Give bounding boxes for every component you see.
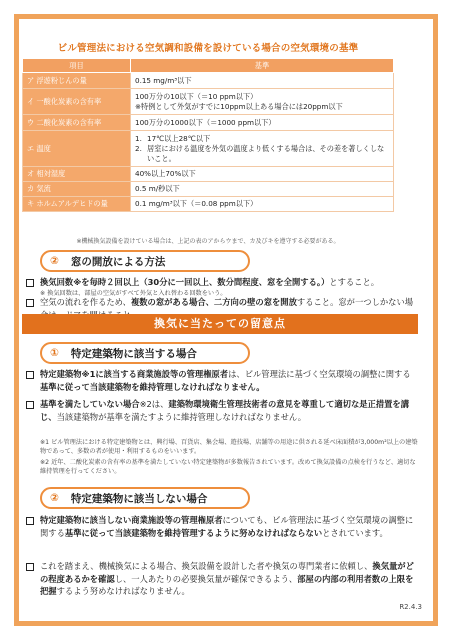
row-value: 0.1 mg/m³以下（＝0.08 ppm以下） <box>131 197 394 212</box>
list-item: 特定建築物※1に該当する商業施設等の管理権原者は、ビル管理法に基づく空気環境の調整に関する基準に従って当該建築物を維持管理しなければなりません。 <box>40 368 418 393</box>
air-quality-table <box>22 58 394 212</box>
footnote: ※2 近年、二酸化炭素の含有率の基準を満たしていない特定建築物が多数報告されています。改めて換気設備の点検を行うなど、適切な維持管理を行ってください。 <box>40 459 416 475</box>
checkbox-icon <box>26 563 34 571</box>
list-item: 特定建築物に該当しない商業施設等の管理権原者についても、ビル管理法に基づく空気環境の調整に関する基準に従って当該建築物を維持管理するように努めなければならないとされています。 <box>40 514 418 539</box>
row-label: オ 相対湿度 <box>23 167 131 182</box>
row-label: ウ 二酸化炭素の含有率 <box>23 115 131 131</box>
notes-banner: 換気に当たっての留意点 <box>22 314 418 334</box>
row-value: 100万分の10以下（＝10 ppm以下） ※特例として外気がすでに10ppm以上ある場合には20ppm以下 <box>131 89 394 115</box>
row-label: イ 一酸化炭素の含有率 <box>23 89 131 115</box>
table-title: ビル管理法における空気調和設備を設けている場合の空気環境の基準 <box>57 43 359 54</box>
row-label: キ ホルムアルデヒドの量 <box>23 197 131 212</box>
case1-heading: ① 特定建築物に該当する場合 <box>40 342 250 364</box>
list-item: 換気回数※を毎時２回以上（30分に一回以上、数分間程度、窓を全開する。）とすること。 ※ 換気回数は、部屋の空気がすべて外気と入れ替わる回数をいう。 <box>40 276 418 298</box>
row-value: 100万分の1000以下（＝1000 ppm以下） <box>131 115 394 131</box>
section-window-heading: ② 窓の開放による方法 <box>40 250 250 272</box>
row-value: 0.15 mg/m³以下 <box>131 73 394 89</box>
row-value: 1. 17℃以上28℃以下 2. 居室における温度を外気の温度より低くする場合は、その差を著しくしないこと。 <box>131 131 394 167</box>
row-label: カ 気流 <box>23 182 131 197</box>
list-item: 基準を満たしていない場合※2は、建築物環境衛生管理技術者の意見を尊重して適切な是正措置を講じ、当該建築物が基準を満たすように維持管理しなければなりません。 <box>40 398 418 423</box>
row-value: 0.5 m/秒以下 <box>131 182 394 197</box>
case2-heading: ② 特定建築物に該当しない場合 <box>40 487 250 509</box>
checkbox-icon <box>26 299 34 307</box>
row-value: 40%以上70%以下 <box>131 167 394 182</box>
checkbox-icon <box>26 279 34 287</box>
row-label: ア 浮遊粉じんの量 <box>23 73 131 89</box>
checkbox-icon <box>26 401 34 409</box>
footnote: ※1 ビル管理法における特定建築物とは、興行場、百貨店、集会場、遊技場、店舗等の用途に供される延べ床面積が3,000m²以上の建築物であって、多数の者が使用・利用するものをいいます。 <box>40 439 418 455</box>
row-label: エ 温度 <box>23 131 131 167</box>
revision-date: R2.4.3 <box>399 603 422 611</box>
checkbox-icon <box>26 517 34 525</box>
col-header-item: 項目 <box>23 59 131 73</box>
col-header-standard: 基準 <box>131 59 394 73</box>
list-item: これを踏まえ、機械換気による場合、換気設備を設計した者や換気の専門業者に依頼し、換気量がどの程度あるかを確認し、一人あたりの必要換気量が確保できるよう、部屋の内部の利用者数の上限を把握するよう努めなければなりません。 <box>40 560 418 598</box>
checkbox-icon <box>26 371 34 379</box>
list-item: 空気の流れを作るため、複数の窓がある場合、二方向の壁の窓を開放すること。窓が一つしかない場 <box>40 296 418 321</box>
table-note: ※機械換気設備を設けている場合は、上記の表のアからウまで、カ及びキを遵守する必要がある。 <box>76 238 340 245</box>
